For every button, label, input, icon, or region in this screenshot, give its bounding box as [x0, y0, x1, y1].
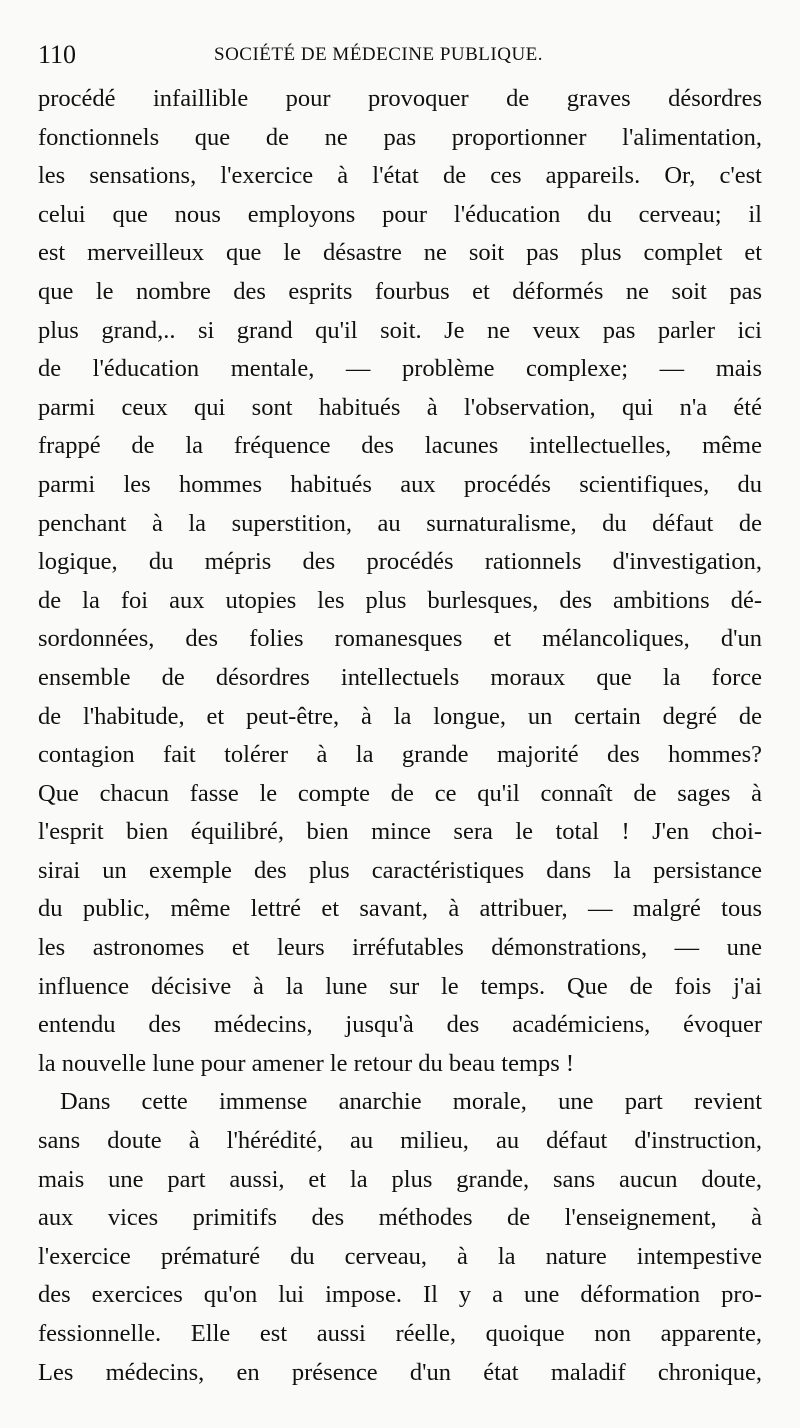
text-line: procédé infaillible pour provoquer de graves désordres	[38, 85, 762, 112]
text-line: ensemble de désordres intellectuels moraux que la force	[38, 663, 762, 691]
text-line: que le nombre des esprits fourbus et déformés ne soit pas	[38, 277, 762, 305]
text-line: penchant à la superstition, au surnaturalisme, du défaut de	[38, 509, 762, 537]
text-line: fonctionnels que de ne pas proportionner l'alimentation,	[38, 123, 762, 151]
text-line: entendu des médecins, jusqu'à des académiciens, évoquer	[38, 1011, 762, 1039]
text-line: celui que nous employons pour l'éducation du cerveau; il	[38, 200, 762, 228]
text-line: sordonnées, des folies romanesques et mélancoliques, d'un	[38, 625, 762, 653]
page-header	[38, 40, 768, 76]
text-line: frappé de la fréquence des lacunes intellectuelles, même	[38, 432, 762, 460]
text-line: les sensations, l'exercice à l'état de ces appareils. Or, c'est	[38, 162, 762, 190]
text-line: du public, même lettré et savant, à attribuer, — malgré tous	[38, 895, 762, 923]
page-number: 110	[38, 40, 77, 69]
text-line: logique, du mépris des procédés rationnels d'investigation,	[38, 548, 762, 576]
text-line: plus grand,.. si grand qu'il soit. Je ne veux pas parler ici	[38, 316, 762, 344]
text-line: Que chacun fasse le compte de ce qu'il connaît de sages à	[38, 779, 762, 807]
text-line: aux vices primitifs des méthodes de l'enseignement, à	[38, 1204, 762, 1232]
text-line: l'esprit bien équilibré, bien mince sera le total ! J'en choi-	[38, 818, 762, 846]
text-line: de la foi aux utopies les plus burlesques, des ambitions dé-	[38, 586, 762, 614]
text-line: de l'éducation mentale, — problème complexe; — mais	[38, 355, 762, 383]
text-line: des exercices qu'on lui impose. Il y a une déformation pro-	[38, 1281, 762, 1309]
text-line: de l'habitude, et peut-être, à la longue, un certain degré de	[38, 702, 762, 730]
body-text	[38, 80, 762, 1392]
text-line: contagion fait tolérer à la grande majorité des hommes?	[38, 741, 762, 769]
text-line: Dans cette immense anarchie morale, une part revient	[60, 1088, 762, 1116]
text-line: l'exercice prématuré du cerveau, à la nature intempestive	[38, 1242, 762, 1270]
text-line: influence décisive à la lune sur le temps. Que de fois j'ai	[38, 972, 762, 1000]
text-line: la nouvelle lune pour amener le retour du beau temps !	[38, 1049, 575, 1077]
text-line: parmi ceux qui sont habitués à l'observation, qui n'a été	[38, 393, 762, 421]
text-line: sans doute à l'hérédité, au milieu, au défaut d'instruction,	[38, 1127, 762, 1155]
running-head: SOCIÉTÉ DE MÉDECINE PUBLIQUE.	[214, 44, 544, 65]
text-line: parmi les hommes habitués aux procédés scientifiques, du	[38, 470, 762, 498]
text-line: fessionnelle. Elle est aussi réelle, quoique non apparente,	[38, 1320, 762, 1347]
text-line: sirai un exemple des plus caractéristiques dans la persistance	[38, 856, 762, 884]
text-line: est merveilleux que le désastre ne soit pas plus complet et	[38, 239, 762, 267]
text-line: les astronomes et leurs irréfutables démonstrations, — une	[38, 934, 762, 962]
text-line: mais une part aussi, et la plus grande, sans aucun doute,	[38, 1165, 762, 1193]
text-line: Les médecins, en présence d'un état maladif chronique,	[38, 1358, 762, 1386]
